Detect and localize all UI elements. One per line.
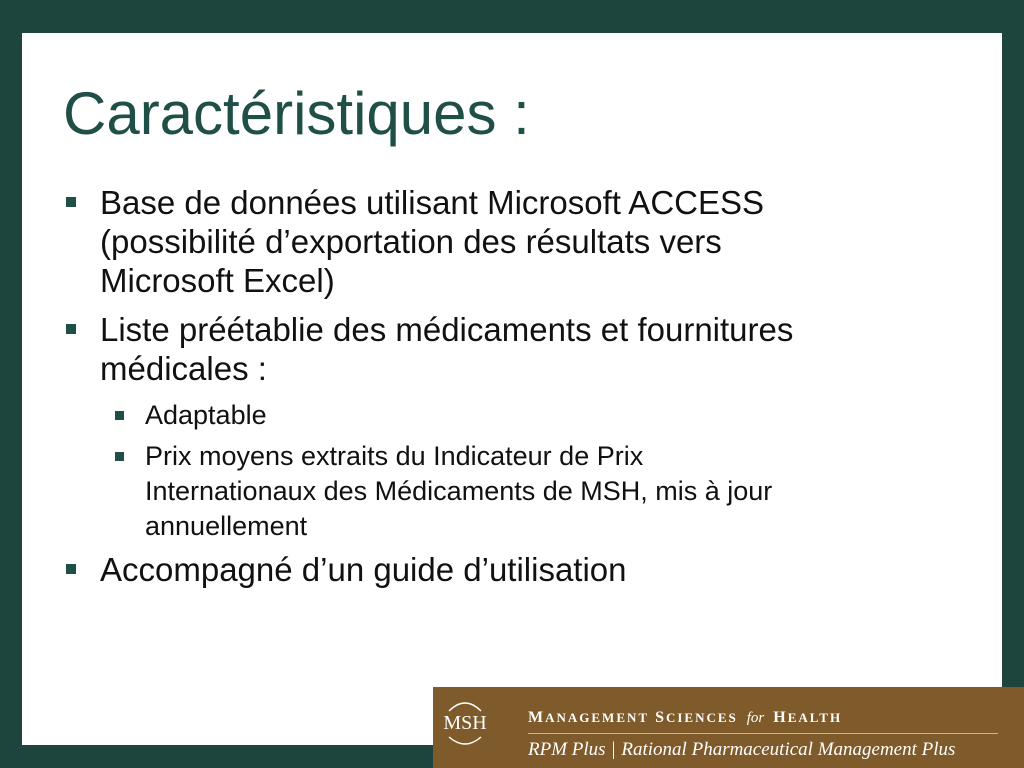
org-initial-h: H [773, 709, 788, 726]
org-word-management: ANAGEMENT [545, 710, 650, 725]
sub-bullet-item-1-line-1: Adaptable [145, 400, 267, 430]
sub-bullet-item-2-line-3: annuellement [145, 511, 308, 541]
logo-text: MSH [443, 712, 487, 734]
sub-bullet-item-2-line-2: Internationaux des Médicaments de MSH, mis à jour [145, 476, 773, 506]
bullet-item-2-line-2: médicales : [100, 350, 267, 387]
program-short-name: RPM Plus [528, 739, 606, 760]
sub-bullet-item-1 [63, 398, 963, 433]
bullet-item-1-line-2: (possibilité d’exportation des résultats vers [100, 223, 722, 260]
org-initial-s: S [655, 709, 666, 726]
sub-bullet-item-2 [63, 439, 963, 544]
sub-bullet-item-2-line-1: Prix moyens extraits du Indicateur de Prix [145, 441, 644, 471]
bullet-item-1-line-1: Base de données utilisant Microsoft ACCESS [100, 184, 765, 221]
square-bullet-icon [66, 564, 76, 574]
bullet-item-3-line-1: Accompagné d’un guide d’utilisation [100, 551, 627, 588]
footer-banner [433, 687, 1024, 768]
square-bullet-icon [66, 324, 76, 334]
bullet-item-2 [63, 310, 963, 388]
slide-body [63, 183, 963, 599]
bullet-item-1 [63, 183, 963, 300]
org-initial-m: M [528, 709, 546, 726]
org-word-health: EALTH [787, 710, 843, 725]
program-separator: | [611, 739, 616, 760]
square-bullet-icon [115, 452, 124, 461]
slide-canvas [22, 33, 1002, 745]
program-long-name: Rational Pharmaceutical Management Plus [621, 739, 956, 760]
bullet-item-2-line-1: Liste préétablie des médicaments et fournitures [100, 311, 794, 348]
msh-logo-icon [441, 693, 489, 749]
bullet-item-3 [63, 550, 963, 589]
square-bullet-icon [115, 411, 124, 420]
organization-name [528, 709, 842, 727]
program-name [528, 739, 955, 761]
org-word-sciences: CIENCES [665, 710, 738, 725]
slide-title: Caractéristiques : [63, 80, 530, 147]
square-bullet-icon [66, 197, 76, 207]
bullet-item-1-line-3: Microsoft Excel) [100, 262, 335, 299]
footer-divider [528, 733, 998, 734]
org-word-for: for [746, 710, 765, 726]
